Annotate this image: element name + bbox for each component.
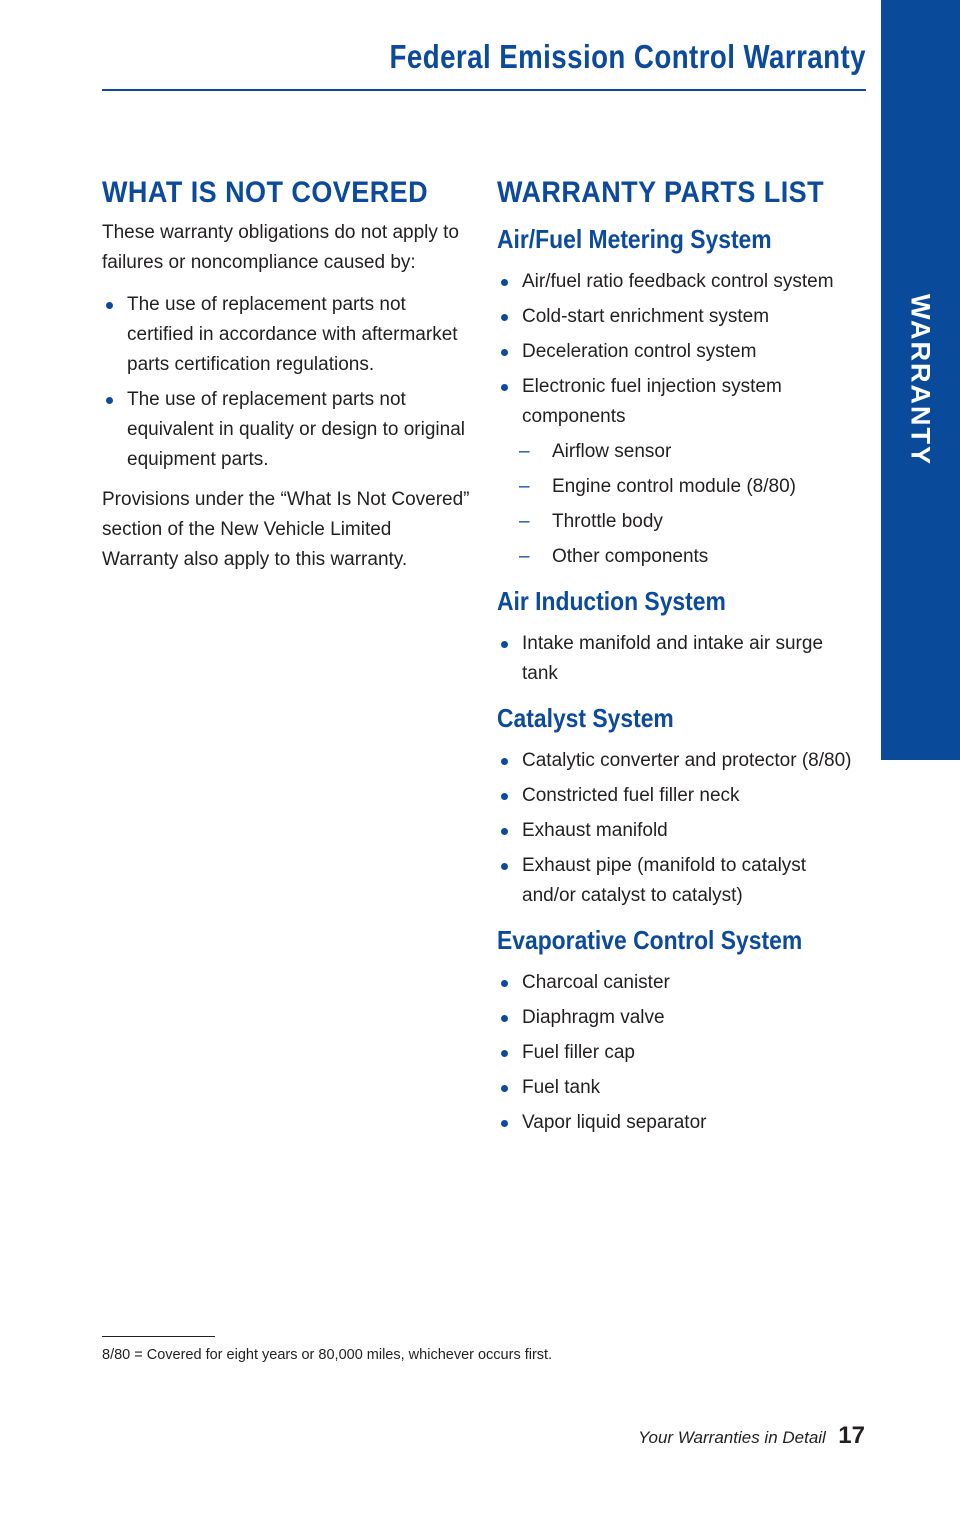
list-item <box>102 290 472 380</box>
sub-list-item-text: Airflow sensor <box>552 441 672 462</box>
list-item <box>497 851 862 911</box>
bullet-icon <box>501 1015 508 1022</box>
list-item-text: Charcoal canister <box>522 972 670 993</box>
bullet-icon <box>501 980 508 987</box>
parts-list <box>497 968 862 1138</box>
sub-list-item <box>497 542 862 572</box>
section-heading: Evaporative Control System <box>497 925 803 955</box>
bullet-icon <box>501 863 508 870</box>
list-item <box>497 968 862 998</box>
sub-parts-list <box>497 437 862 572</box>
parts-list-column <box>497 176 862 1143</box>
list-item <box>497 1073 862 1103</box>
list-item <box>497 816 862 846</box>
list-item-text: Cold-start enrichment system <box>522 306 770 327</box>
bullet-icon <box>106 397 113 404</box>
footer-label: Your Warranties in Detail <box>638 1428 826 1447</box>
bullet-icon <box>501 384 508 391</box>
bullet-icon <box>501 758 508 765</box>
list-item-text: Constricted fuel filler neck <box>522 785 740 806</box>
dash-icon: – <box>519 546 530 567</box>
footnote: 8/80 = Covered for eight years or 80,000 miles, whichever occurs first. <box>102 1347 553 1363</box>
not-covered-list <box>102 290 472 475</box>
parts-list <box>497 746 862 911</box>
parts-list <box>497 629 862 689</box>
sub-list-item-text: Engine control module (8/80) <box>552 476 796 497</box>
list-item-text: Fuel filler cap <box>522 1042 635 1063</box>
sub-list-item <box>497 507 862 537</box>
list-item <box>497 302 862 332</box>
section-heading: Catalyst System <box>497 703 674 733</box>
list-item-text: Diaphragm valve <box>522 1007 665 1028</box>
list-item <box>497 629 862 689</box>
bullet-icon <box>106 302 113 309</box>
parts-list-heading: WARRANTY PARTS LIST <box>497 176 825 209</box>
section-heading: Air/Fuel Metering System <box>497 224 772 254</box>
sub-list-item-text: Other components <box>552 546 709 567</box>
bullet-icon <box>501 828 508 835</box>
bullet-icon <box>501 1050 508 1057</box>
sub-list-item <box>497 472 862 502</box>
dash-icon: – <box>519 476 530 497</box>
not-covered-intro: These warranty obligations do not apply to failures or noncompliance caused by: <box>102 222 459 273</box>
not-covered-column <box>102 176 472 575</box>
list-item-text: Exhaust pipe (manifold to catalyst and/or catalyst to catalyst) <box>522 855 807 906</box>
bullet-icon <box>501 279 508 286</box>
header-divider <box>102 89 866 91</box>
list-item <box>497 1108 862 1138</box>
footnote-divider <box>102 1336 215 1337</box>
bullet-icon <box>501 641 508 648</box>
dash-icon: – <box>519 441 530 462</box>
list-item-text: The use of replacement parts not equivalent in quality or design to original equipment parts. <box>127 389 465 470</box>
list-item <box>497 1038 862 1068</box>
page-title: Federal Emission Control Warranty <box>389 38 866 75</box>
list-item <box>497 337 862 367</box>
list-item-text: Electronic fuel injection system components <box>522 376 782 427</box>
sub-list-item <box>497 437 862 467</box>
page-footer <box>638 1422 865 1450</box>
list-item <box>497 267 862 297</box>
list-item <box>497 781 862 811</box>
bullet-icon <box>501 1085 508 1092</box>
section-heading: Air Induction System <box>497 586 726 616</box>
list-item <box>497 1003 862 1033</box>
list-item <box>497 746 862 776</box>
page-number: 17 <box>838 1422 865 1449</box>
list-item <box>102 385 472 475</box>
bullet-icon <box>501 1120 508 1127</box>
sub-list-item-text: Throttle body <box>552 511 663 532</box>
list-item <box>497 372 862 432</box>
list-item-text: Air/fuel ratio feedback control system <box>522 271 834 292</box>
list-item-text: Deceleration control system <box>522 341 757 362</box>
bullet-icon <box>501 314 508 321</box>
bullet-icon <box>501 349 508 356</box>
not-covered-heading: WHAT IS NOT COVERED <box>102 176 429 209</box>
list-item-text: Vapor liquid separator <box>522 1112 707 1133</box>
provisions-text: Provisions under the “What Is Not Covered” section of the New Vehicle Limited Warranty also apply to this warranty. <box>102 489 470 570</box>
list-item-text: Catalytic converter and protector (8/80) <box>522 750 852 771</box>
list-item-text: Intake manifold and intake air surge tank <box>522 633 824 684</box>
list-item-text: Fuel tank <box>522 1077 601 1098</box>
section-tab-label: WARRANTY <box>905 294 936 466</box>
list-item-text: The use of replacement parts not certified in accordance with aftermarket parts certification regulations. <box>127 294 458 375</box>
bullet-icon <box>501 793 508 800</box>
list-item-text: Exhaust manifold <box>522 820 668 841</box>
dash-icon: – <box>519 511 530 532</box>
parts-list <box>497 267 862 432</box>
